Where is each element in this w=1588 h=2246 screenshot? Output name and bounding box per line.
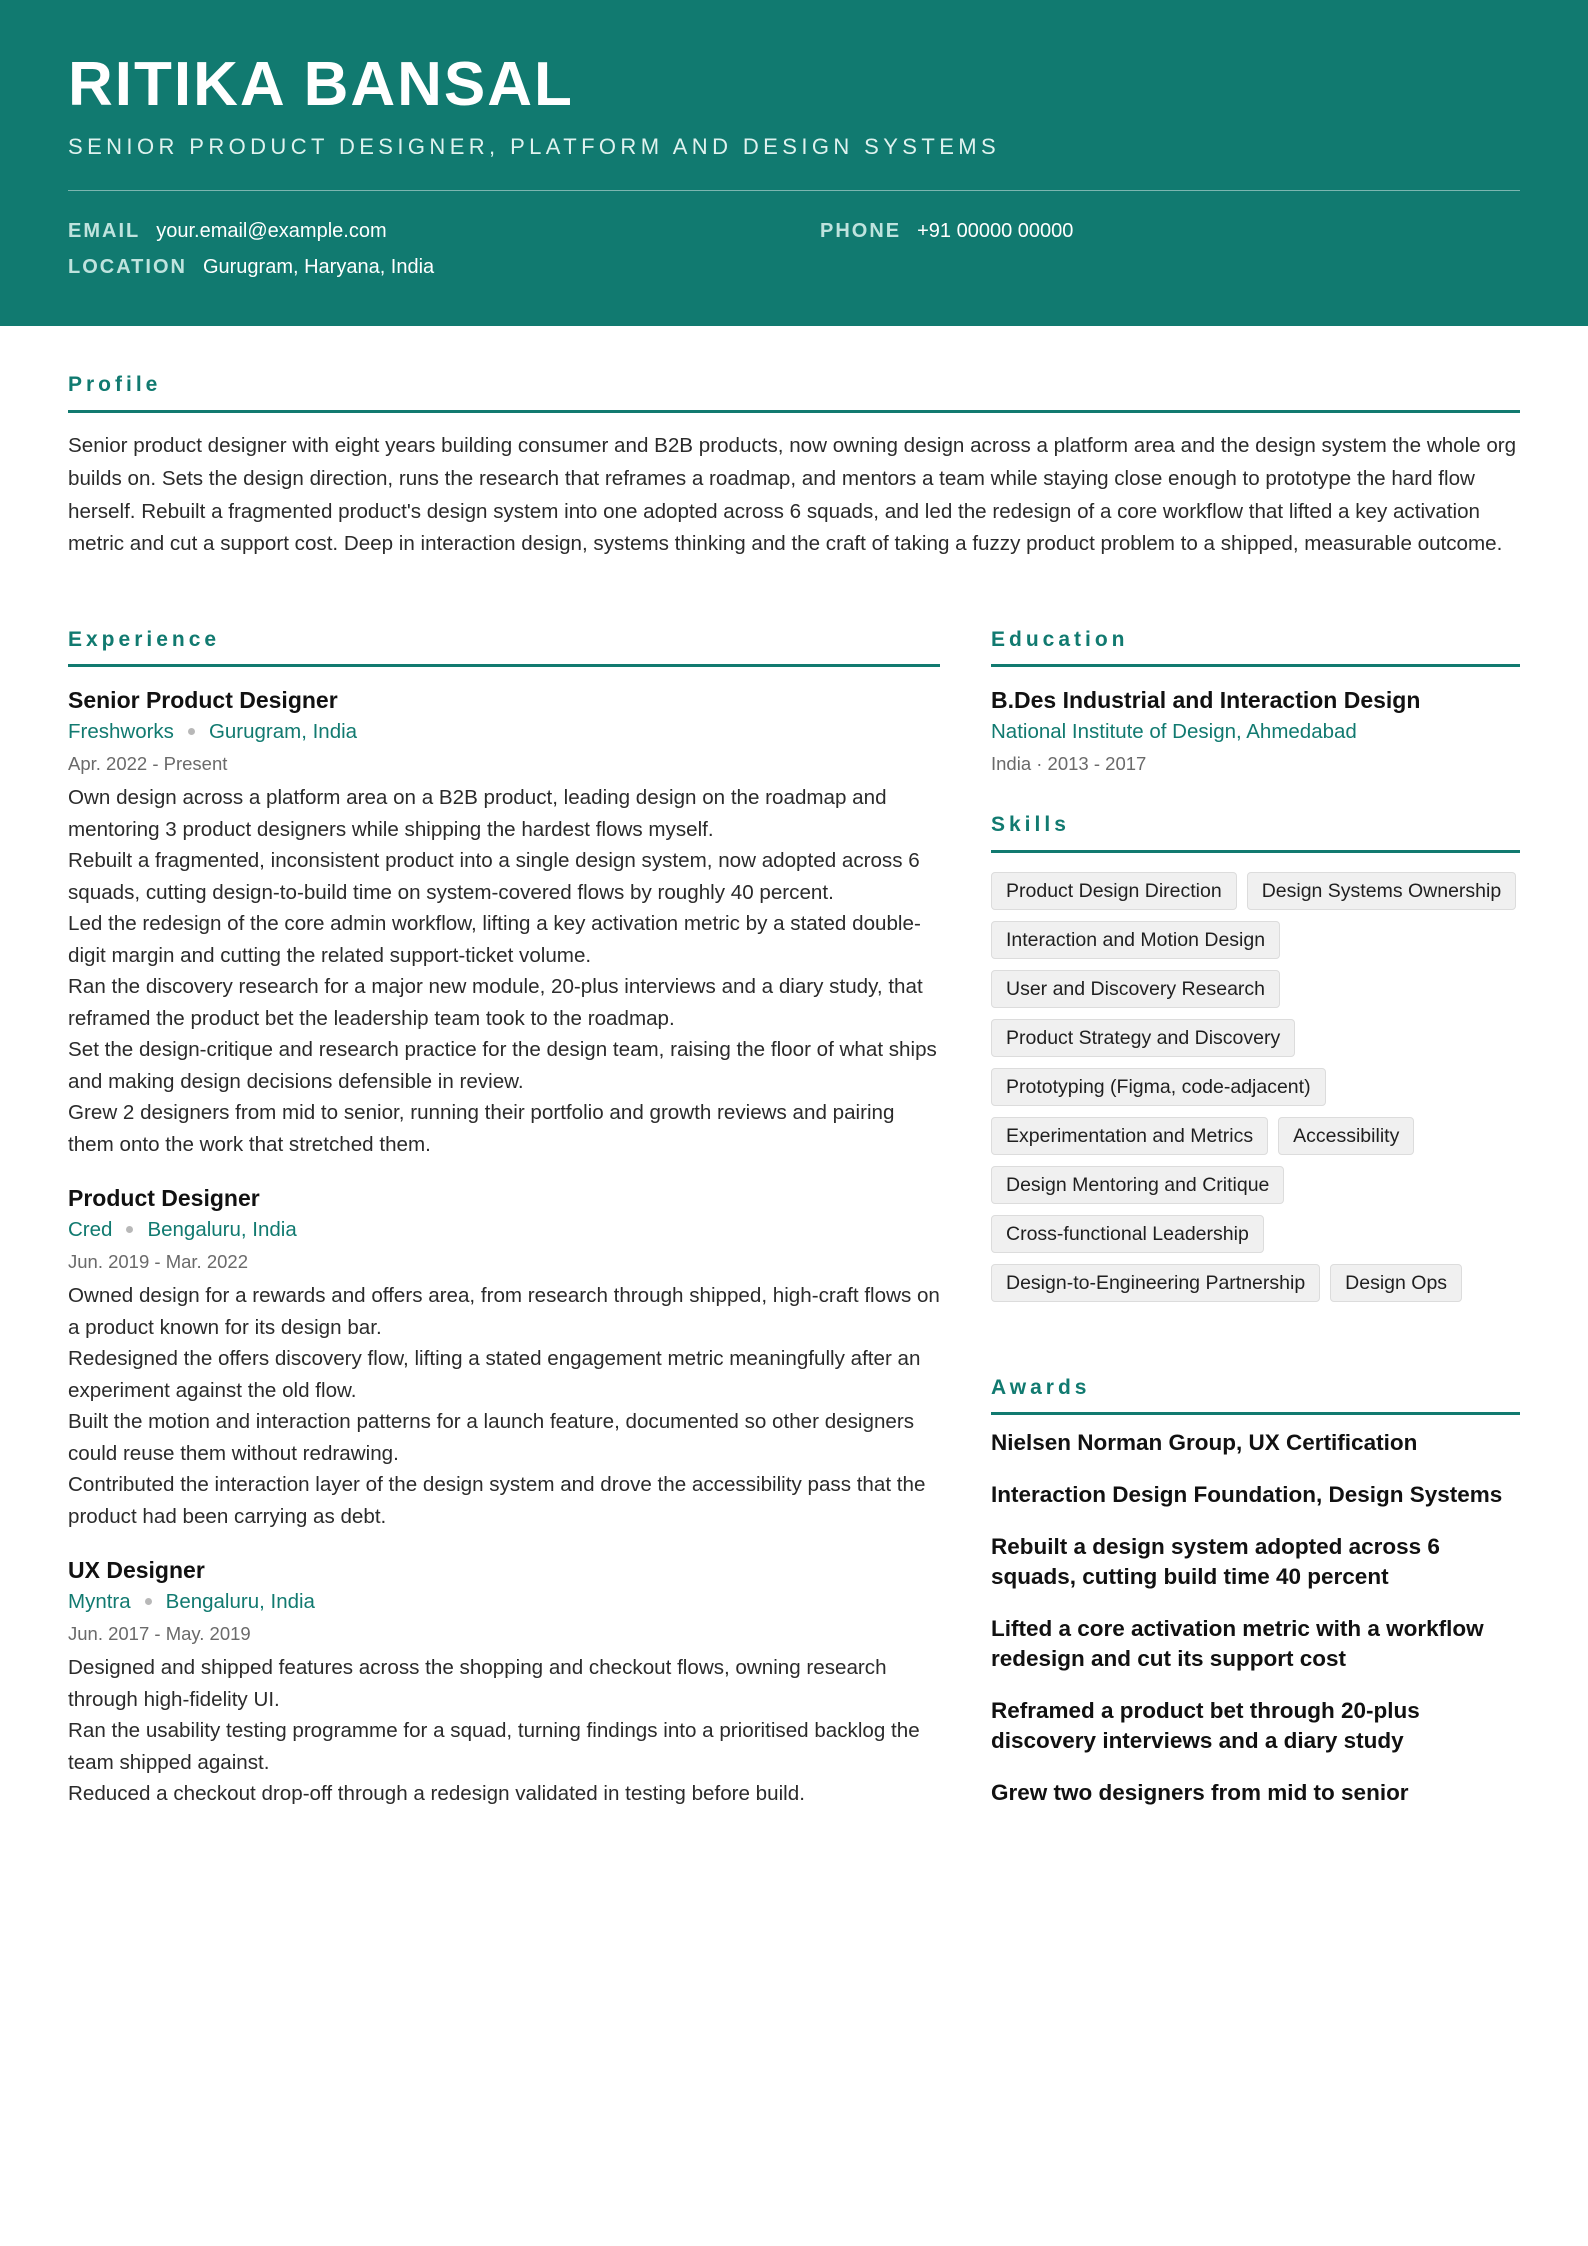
- contact-email: [68, 218, 387, 244]
- contact-location: [68, 254, 434, 280]
- job-location: Bengaluru, India: [165, 1590, 315, 1613]
- skills-list: [991, 872, 1520, 1302]
- job-entry: [68, 1182, 940, 1532]
- job-bullet: Built the motion and interaction patterns for a launch feature, documented so other designers could reuse them without redrawing.: [68, 1410, 915, 1465]
- awards-list: [991, 1428, 1520, 1830]
- job-location: Gurugram, India: [208, 720, 358, 743]
- skill-chip: Design Ops: [1330, 1264, 1462, 1302]
- skills-section-title: Skills: [991, 813, 1070, 836]
- award-item: Lifted a core activation metric with a workflow redesign and cut its support cost: [991, 1616, 1484, 1671]
- skill-chip: Design Mentoring and Critique: [991, 1166, 1284, 1204]
- job-bullet: Reduced a checkout drop-off through a redesign validated in testing before build.: [68, 1782, 805, 1805]
- resume-header: [0, 0, 1588, 326]
- job-bullet: Own design across a platform area on a B2B product, leading design on the roadmap and mentoring 3 product designers while shipping the hardest flows myself.: [68, 786, 887, 841]
- job-bullet: Redesigned the offers discovery flow, lifting a stated engagement metric meaningfully after an experiment against the old flow.: [68, 1347, 921, 1402]
- contact-phone-label: PHONE: [820, 220, 902, 242]
- job-bullet: Ran the discovery research for a major new module, 20-plus interviews and a diary study, that reframed the product bet the leadership team took to the roadmap.: [68, 975, 923, 1030]
- skill-chip: User and Discovery Research: [991, 970, 1280, 1008]
- education-degree: B.Des Industrial and Interaction Design: [991, 687, 1421, 713]
- separator-dot-icon: [126, 1226, 133, 1233]
- award-item: Grew two designers from mid to senior: [991, 1780, 1409, 1805]
- job-dates: Apr. 2022 - Present: [68, 753, 228, 774]
- job-meta: [68, 1586, 940, 1618]
- job-location: Bengaluru, India: [147, 1218, 297, 1241]
- contact-location-value: Gurugram, Haryana, India: [202, 256, 435, 278]
- skill-chip: Experimentation and Metrics: [991, 1117, 1268, 1155]
- education-school: National Institute of Design, Ahmedabad: [991, 720, 1357, 743]
- profile-section-rule: [68, 410, 1520, 413]
- job-meta: [68, 1214, 940, 1246]
- job-title: Senior Product Designer: [68, 687, 338, 713]
- profile-section-title: Profile: [68, 373, 162, 396]
- skill-chip: Product Strategy and Discovery: [991, 1019, 1295, 1057]
- candidate-name: RITIKA BANSAL: [68, 50, 574, 119]
- job-company: Freshworks: [68, 720, 174, 743]
- job-bullet: Designed and shipped features across the shopping and checkout flows, owning research through high-fidelity UI.: [68, 1656, 887, 1711]
- job-bullet: Grew 2 designers from mid to senior, running their portfolio and growth reviews and pairing them onto the work that stretched them.: [68, 1101, 895, 1156]
- job-bullet: Led the redesign of the core admin workflow, lifting a key activation metric by a stated double-digit margin and cutting the related support-ticket volume.: [68, 912, 921, 967]
- award-item: Nielsen Norman Group, UX Certification: [991, 1430, 1418, 1455]
- skill-chip: Cross-functional Leadership: [991, 1215, 1264, 1253]
- job-dates: Jun. 2019 - Mar. 2022: [68, 1251, 248, 1272]
- separator-dot-icon: [188, 728, 195, 735]
- education-meta: India · 2013 - 2017: [991, 753, 1147, 774]
- job-entry: [68, 1554, 940, 1810]
- job-company: Cred: [68, 1218, 113, 1241]
- contact-phone-value[interactable]: +91 00000 00000: [917, 220, 1074, 242]
- contact-email-value[interactable]: your.email@example.com: [156, 220, 387, 242]
- award-item: Rebuilt a design system adopted across 6 squads, cutting build time 40 percent: [991, 1534, 1440, 1589]
- education-section-title: Education: [991, 628, 1129, 651]
- contact-email-label: EMAIL: [68, 220, 141, 242]
- experience-section-rule: [68, 664, 940, 667]
- awards-section-title: Awards: [991, 1376, 1091, 1399]
- education-section-rule: [991, 664, 1520, 667]
- experience-list: [68, 684, 940, 1832]
- job-bullet: Rebuilt a fragmented, inconsistent product into a single design system, now adopted across 6 squads, cutting design-to-build time on system-covered flows by roughly 40 percent.: [68, 849, 920, 904]
- job-title: UX Designer: [68, 1557, 205, 1583]
- awards-section-rule: [991, 1412, 1520, 1415]
- skill-chip: Prototyping (Figma, code-adjacent): [991, 1068, 1326, 1106]
- job-company: Myntra: [68, 1590, 131, 1613]
- job-entry: [68, 684, 940, 1160]
- job-bullet: Ran the usability testing programme for a squad, turning findings into a prioritised backlog the team shipped against.: [68, 1719, 920, 1774]
- job-title: Product Designer: [68, 1185, 260, 1211]
- skill-chip: Design Systems Ownership: [1247, 872, 1517, 910]
- job-bullet: Owned design for a rewards and offers area, from research through shipped, high-craft flows on a product known for its design bar.: [68, 1284, 940, 1339]
- education-entry: [991, 684, 1520, 780]
- award-item: Reframed a product bet through 20-plus discovery interviews and a diary study: [991, 1698, 1420, 1753]
- job-bullet: Set the design-critique and research practice for the design team, raising the floor of what ships and making design decisions defensible in review.: [68, 1038, 937, 1093]
- skills-section-rule: [991, 850, 1520, 853]
- separator-dot-icon: [145, 1598, 152, 1605]
- job-dates: Jun. 2017 - May. 2019: [68, 1623, 251, 1644]
- profile-summary: Senior product designer with eight years building consumer and B2B products, now owning design across a platform area and the design system the whole org builds on. Sets the design direction, runs the research that reframes a roadmap, and mentors a team while staying close enough to prototype the hard flow herself. Rebuilt a fragmented product's design system into one adopted across 6 squads, and led the redesign of a core workflow that lifted a key activation metric and cut a support cost. Deep in interaction design, systems thinking and the craft of taking a fuzzy product problem to a shipped, measurable outcome.: [68, 434, 1517, 556]
- candidate-headline: SENIOR PRODUCT DESIGNER, PLATFORM AND DESIGN SYSTEMS: [68, 134, 1001, 159]
- skill-chip: Product Design Direction: [991, 872, 1237, 910]
- job-meta: [68, 716, 940, 748]
- skill-chip: Design-to-Engineering Partnership: [991, 1264, 1320, 1302]
- experience-section-title: Experience: [68, 628, 221, 651]
- contact-phone: [820, 218, 1073, 244]
- job-bullet: Contributed the interaction layer of the design system and drove the accessibility pass that the product had been carrying as debt.: [68, 1473, 926, 1528]
- contact-location-label: LOCATION: [68, 256, 187, 278]
- award-item: Interaction Design Foundation, Design Systems: [991, 1482, 1503, 1507]
- header-divider: [68, 190, 1520, 191]
- skill-chip: Interaction and Motion Design: [991, 921, 1280, 959]
- skill-chip: Accessibility: [1278, 1117, 1414, 1155]
